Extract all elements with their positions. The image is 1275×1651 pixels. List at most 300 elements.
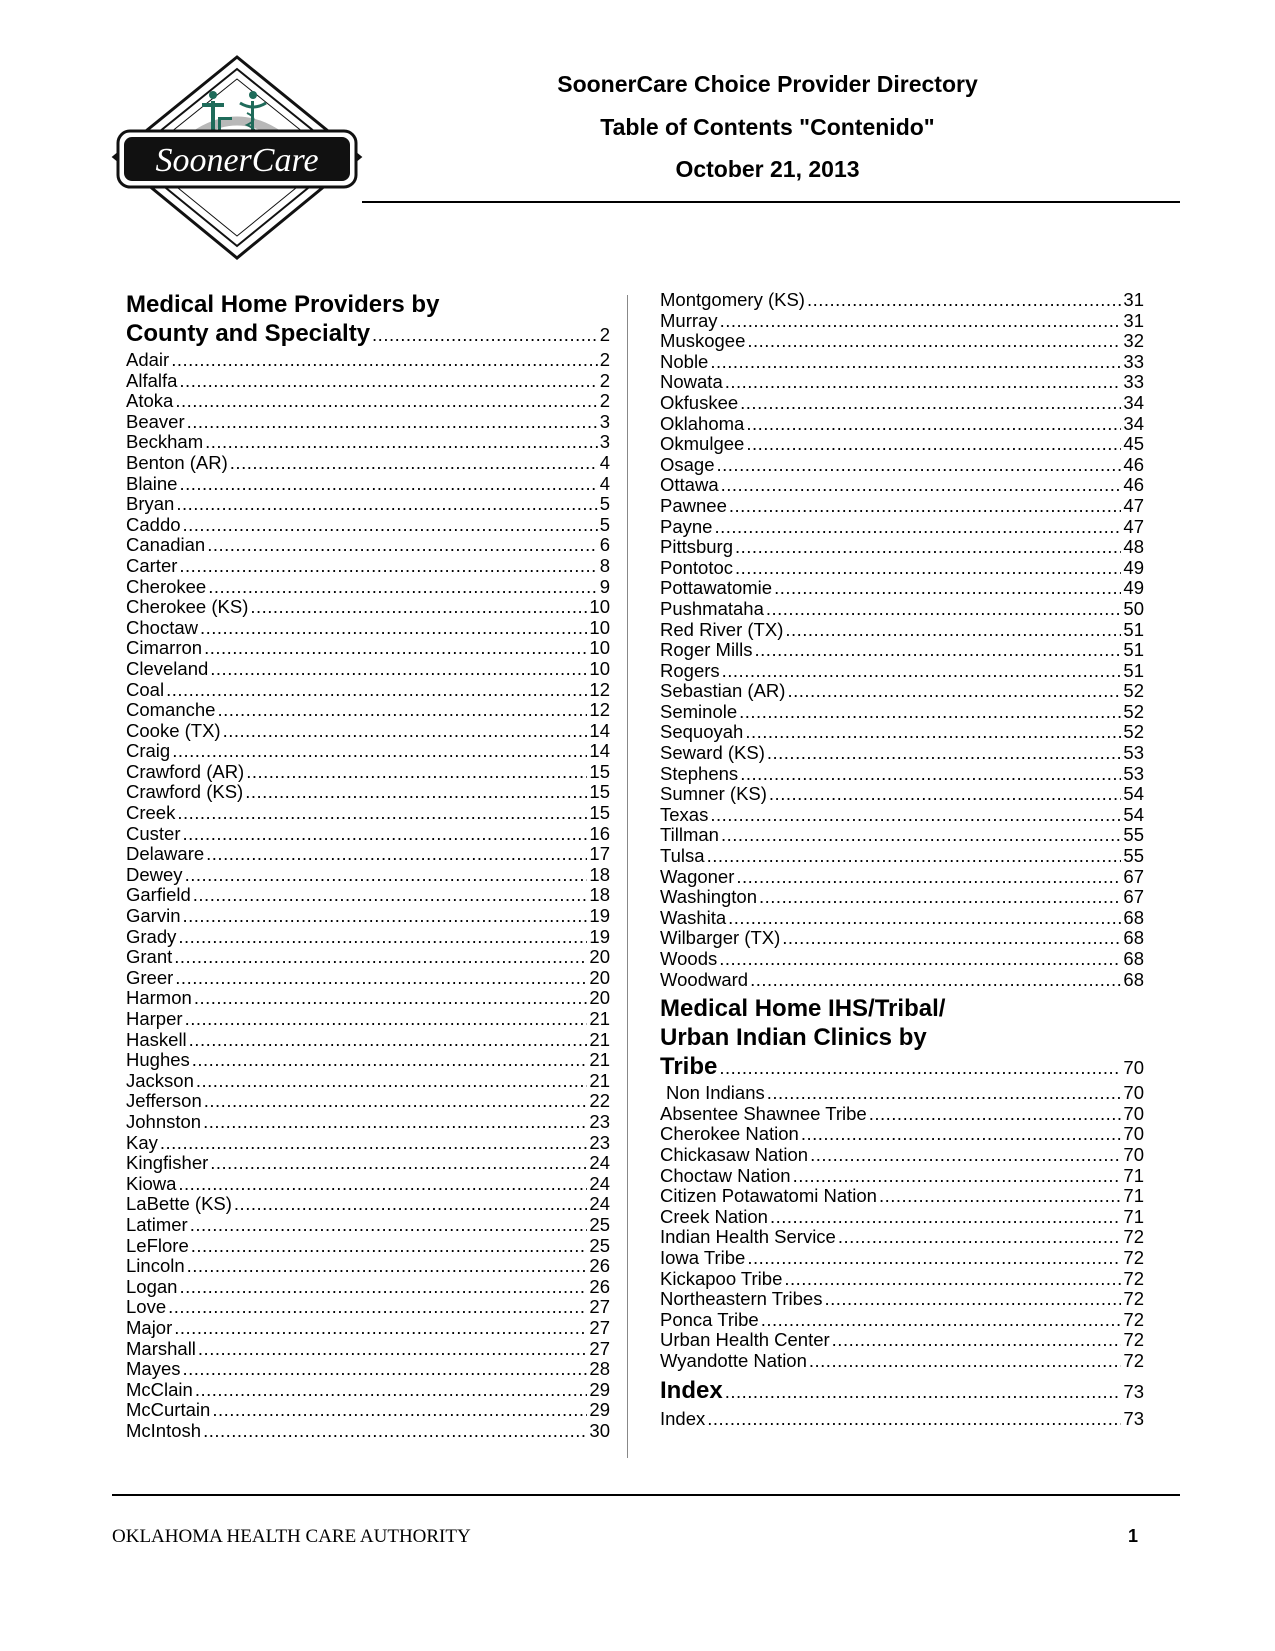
toc-entry[interactable]	[126, 988, 610, 1009]
toc-entry-page: 25	[589, 1234, 610, 1256]
toc-entry[interactable]	[660, 393, 1144, 414]
toc-entry[interactable]	[660, 722, 1144, 743]
toc-entry[interactable]	[126, 1194, 610, 1215]
dot-leader	[217, 700, 587, 721]
dot-leader	[766, 599, 1122, 620]
dot-leader	[210, 1153, 587, 1174]
toc-entry-name: Pottawatomie	[660, 577, 773, 599]
toc-entry-name: Rogers	[660, 659, 720, 681]
toc-entry[interactable]	[660, 517, 1144, 538]
toc-entry[interactable]	[660, 1269, 1144, 1290]
toc-entry-name: Choctaw	[126, 616, 198, 638]
toc-entry-name: Harmon	[126, 987, 192, 1009]
toc-entry-page: 52	[1123, 680, 1144, 702]
dot-leader	[767, 1083, 1122, 1104]
dot-leader	[223, 721, 588, 742]
toc-entry[interactable]	[660, 414, 1144, 435]
toc-entry-name: Payne	[660, 515, 713, 537]
dot-leader	[372, 320, 598, 349]
dot-leader	[735, 558, 1121, 579]
toc-entry[interactable]	[660, 846, 1144, 867]
toc-entry-name: Kiowa	[126, 1172, 177, 1194]
toc-entry[interactable]	[660, 434, 1144, 455]
toc-entry[interactable]	[126, 1277, 610, 1298]
dot-leader	[879, 1186, 1121, 1207]
toc-entry[interactable]	[660, 1104, 1144, 1125]
toc-entry[interactable]	[126, 968, 610, 989]
toc-entry[interactable]	[126, 391, 610, 412]
toc-entry[interactable]	[126, 638, 610, 659]
toc-entry-name: Indian Health Service	[660, 1226, 836, 1248]
dot-leader	[719, 1053, 1121, 1082]
toc-entry[interactable]	[126, 1236, 610, 1257]
toc-entry-name: Northeastern Tribes	[660, 1288, 823, 1310]
dot-leader	[769, 784, 1122, 805]
toc-entry[interactable]	[660, 537, 1144, 558]
toc-entry[interactable]	[126, 474, 610, 495]
toc-entry-page: 4	[599, 451, 610, 473]
toc-entry[interactable]	[660, 372, 1144, 393]
toc-entry-page: 4	[599, 472, 610, 494]
toc-entry[interactable]	[126, 824, 610, 845]
dot-leader	[178, 1174, 587, 1195]
dot-leader	[230, 453, 598, 474]
toc-entry-name: Garfield	[126, 884, 191, 906]
section-title: Index	[660, 1376, 723, 1404]
toc-entry-page: 20	[589, 987, 610, 1009]
toc-entry-name: Mayes	[126, 1358, 181, 1380]
toc-entry-name: Benton (AR)	[126, 451, 228, 473]
toc-entry-name: Grant	[126, 946, 173, 968]
toc-entry[interactable]	[660, 558, 1144, 579]
toc-entry-name: Index	[660, 1407, 706, 1429]
toc-entry-page: 6	[599, 534, 610, 556]
dot-leader	[774, 578, 1121, 599]
toc-entry[interactable]	[660, 640, 1144, 661]
dot-leader	[187, 412, 598, 433]
toc-entry[interactable]	[660, 1124, 1144, 1145]
toc-entry-name: Major	[126, 1316, 173, 1338]
toc-entry[interactable]	[660, 743, 1144, 764]
toc-entry-name: Nowata	[660, 371, 723, 393]
dot-leader	[714, 517, 1121, 538]
toc-entry[interactable]	[660, 702, 1144, 723]
dot-leader	[722, 661, 1122, 682]
toc-entry[interactable]	[660, 1289, 1144, 1310]
dot-leader	[183, 515, 598, 536]
toc-entry-name: Pontotoc	[660, 556, 734, 578]
toc-entry-page: 72	[1123, 1349, 1144, 1371]
toc-entry-page: 55	[1123, 845, 1144, 867]
toc-entry[interactable]	[660, 475, 1144, 496]
dot-leader	[174, 947, 587, 968]
dot-leader	[809, 1351, 1122, 1372]
toc-entry[interactable]	[660, 908, 1144, 929]
toc-entry-page: 26	[589, 1255, 610, 1277]
dot-leader	[179, 556, 597, 577]
toc-entry-page: 12	[589, 678, 610, 700]
dot-leader	[750, 970, 1121, 991]
dot-leader	[250, 597, 587, 618]
toc-entry-page: 5	[599, 513, 610, 535]
toc-entry-name: Washita	[660, 906, 727, 928]
toc-entry[interactable]	[126, 535, 610, 556]
toc-entry[interactable]	[660, 928, 1144, 949]
dot-leader	[206, 844, 587, 865]
toc-entry[interactable]	[660, 1330, 1144, 1351]
section-title-line3: Tribe	[660, 1053, 718, 1081]
toc-entry[interactable]	[660, 1145, 1144, 1166]
dot-leader	[203, 1112, 587, 1133]
dot-leader	[793, 1166, 1122, 1187]
toc-entry[interactable]	[126, 1174, 610, 1195]
dot-leader	[176, 494, 597, 515]
toc-entry-name: Love	[126, 1296, 167, 1318]
toc-entry[interactable]	[126, 1256, 610, 1277]
dot-leader	[172, 741, 587, 762]
toc-entry-page: 72	[1123, 1308, 1144, 1330]
toc-entry[interactable]	[126, 1400, 610, 1421]
document-title: SoonerCare Choice Provider Directory	[557, 71, 978, 97]
toc-entry-name: Seminole	[660, 700, 738, 722]
dot-leader	[767, 743, 1122, 764]
dot-leader	[739, 702, 1121, 723]
toc-entry-page: 50	[1123, 597, 1144, 619]
toc-entry[interactable]	[126, 885, 610, 906]
toc-entry[interactable]	[660, 290, 1144, 311]
dot-leader	[207, 535, 598, 556]
toc-entry-name: Sequoyah	[660, 721, 744, 743]
tribe-entry-list	[660, 1083, 1144, 1371]
toc-entry-name: Custer	[126, 822, 181, 844]
toc-entry[interactable]	[126, 556, 610, 577]
toc-entry-name: McClain	[126, 1378, 193, 1400]
toc-entry-page: 14	[589, 740, 610, 762]
dot-leader	[736, 867, 1121, 888]
toc-entry-name: Dewey	[126, 863, 183, 885]
toc-entry-page: 27	[589, 1296, 610, 1318]
toc-entry-name: Chickasaw Nation	[660, 1143, 809, 1165]
toc-entry[interactable]	[660, 1310, 1144, 1331]
toc-entry-name: Crawford (KS)	[126, 781, 244, 803]
toc-entry-page: 34	[1123, 391, 1144, 413]
toc-entry-name: Cherokee	[126, 575, 207, 597]
county-entry-list-continued	[660, 290, 1144, 990]
toc-entry-name: Harper	[126, 1008, 183, 1029]
toc-entry[interactable]	[660, 1083, 1144, 1104]
toc-entry[interactable]	[126, 803, 610, 824]
toc-entry[interactable]	[660, 311, 1144, 332]
toc-entry[interactable]	[660, 578, 1144, 599]
toc-entry-name: Atoka	[126, 390, 174, 412]
dot-leader	[746, 434, 1121, 455]
section-page: 73	[1123, 1380, 1144, 1402]
toc-entry[interactable]	[660, 867, 1144, 888]
toc-entry[interactable]	[126, 865, 610, 886]
toc-entry-page: 52	[1123, 721, 1144, 743]
toc-entry[interactable]	[660, 805, 1144, 826]
dot-leader	[196, 1071, 588, 1092]
toc-entry-page: 30	[589, 1419, 610, 1441]
dot-leader	[710, 352, 1121, 373]
toc-entry[interactable]	[126, 1050, 610, 1071]
toc-entry-name: Citizen Potawatomi Nation	[660, 1185, 877, 1207]
toc-entry-page: 24	[589, 1172, 610, 1194]
toc-entry[interactable]	[126, 1112, 610, 1133]
section-title-line2: County and Specialty	[126, 320, 371, 347]
toc-entry[interactable]	[660, 599, 1144, 620]
toc-entry-name: Woodward	[660, 968, 749, 990]
toc-entry-page: 19	[589, 905, 610, 927]
dot-leader	[205, 432, 598, 453]
toc-entry[interactable]	[126, 680, 610, 701]
toc-entry-page: 33	[1123, 350, 1144, 372]
dot-leader	[782, 928, 1121, 949]
toc-entry[interactable]	[660, 331, 1144, 352]
toc-entry-name: Hughes	[126, 1049, 190, 1071]
toc-entry[interactable]	[660, 1351, 1144, 1372]
dot-leader	[725, 372, 1122, 393]
footer-page-number: 1	[1128, 1526, 1139, 1546]
section-title-line1: Medical Home IHS/Tribal/	[660, 995, 946, 1023]
toc-entry[interactable]	[126, 1153, 610, 1174]
dot-leader	[198, 1339, 588, 1360]
dot-leader	[747, 331, 1121, 352]
toc-entry-name: Carter	[126, 554, 178, 576]
toc-entry[interactable]	[660, 1248, 1144, 1269]
toc-entry-page: 22	[589, 1090, 610, 1112]
dot-leader	[707, 1409, 1121, 1430]
toc-entry[interactable]	[126, 515, 610, 536]
toc-entry[interactable]	[126, 1009, 610, 1030]
toc-entry-name: Murray	[660, 309, 718, 331]
dot-leader	[179, 1277, 587, 1298]
toc-entry-page: 3	[599, 431, 610, 453]
toc-entry-name: Wilbarger (TX)	[660, 927, 781, 949]
toc-entry[interactable]	[126, 700, 610, 721]
toc-entry[interactable]	[126, 618, 610, 639]
toc-entry[interactable]	[126, 1380, 610, 1401]
toc-entry-page: 10	[589, 637, 610, 659]
toc-entry-name: Greer	[126, 966, 174, 988]
toc-entry-page: 19	[589, 925, 610, 947]
toc-entry[interactable]	[660, 970, 1144, 991]
dot-leader	[177, 803, 587, 824]
toc-entry[interactable]	[126, 659, 610, 680]
toc-entry[interactable]	[126, 927, 610, 948]
toc-entry-name: Oklahoma	[660, 412, 745, 434]
toc-entry-page: 54	[1123, 803, 1144, 825]
toc-entry-page: 34	[1123, 412, 1144, 434]
toc-entry-name: Montgomery (KS)	[660, 289, 805, 310]
dot-leader	[185, 865, 588, 886]
toc-entry-page: 71	[1123, 1164, 1144, 1186]
toc-entry-name: Urban Health Center	[660, 1329, 830, 1351]
toc-entry[interactable]	[660, 1227, 1144, 1248]
toc-entry[interactable]	[126, 1339, 610, 1360]
toc-entry-name: Seward (KS)	[660, 742, 765, 764]
toc-entry[interactable]	[660, 1186, 1144, 1207]
toc-entry[interactable]	[126, 597, 610, 618]
dot-leader	[832, 1330, 1122, 1351]
toc-entry-page: 55	[1123, 824, 1144, 846]
toc-entry[interactable]	[126, 432, 610, 453]
toc-entry[interactable]	[126, 741, 610, 762]
toc-entry[interactable]	[660, 784, 1144, 805]
toc-entry[interactable]	[660, 661, 1144, 682]
toc-entry[interactable]	[660, 1207, 1144, 1228]
dot-leader	[174, 1318, 587, 1339]
toc-entry-page: 70	[1123, 1102, 1144, 1124]
toc-entry-page: 3	[599, 410, 610, 432]
toc-entry[interactable]	[126, 350, 610, 371]
dot-leader	[192, 1050, 588, 1071]
index-entry-list	[660, 1409, 1144, 1430]
toc-section-county-specialty[interactable]	[126, 290, 610, 348]
toc-entry[interactable]	[126, 453, 610, 474]
toc-entry-name: Kickapoo Tribe	[660, 1267, 783, 1289]
toc-entry-name: Sumner (KS)	[660, 783, 767, 805]
dot-leader	[179, 474, 597, 495]
toc-entry-page: 32	[1123, 330, 1144, 352]
toc-entry[interactable]	[660, 949, 1144, 970]
toc-entry-name: Cherokee Nation	[660, 1123, 799, 1145]
toc-entry-page: 70	[1123, 1143, 1144, 1165]
toc-entry-name: Bryan	[126, 493, 175, 515]
toc-entry-page: 10	[589, 616, 610, 638]
toc-entry-page: 72	[1123, 1246, 1144, 1268]
toc-entry-page: 23	[589, 1110, 610, 1132]
toc-entry-name: Crawford (AR)	[126, 760, 245, 782]
toc-entry[interactable]	[660, 1166, 1144, 1187]
toc-entry[interactable]	[660, 825, 1144, 846]
toc-entry[interactable]	[126, 782, 610, 803]
toc-entry-page: 24	[589, 1152, 610, 1174]
dot-leader	[179, 371, 597, 392]
toc-entry-page: 10	[589, 657, 610, 679]
toc-entry-name: Johnston	[126, 1110, 202, 1132]
toc-entry[interactable]	[126, 1318, 610, 1339]
toc-entry-page: 14	[589, 719, 610, 741]
toc-section-tribal-clinics[interactable]	[660, 994, 1144, 1081]
toc-entry-name: Blaine	[126, 472, 178, 494]
toc-entry-name: Pawnee	[660, 494, 727, 516]
toc-entry-page: 51	[1123, 618, 1144, 640]
dot-leader	[710, 805, 1121, 826]
toc-entry[interactable]	[660, 620, 1144, 641]
toc-entry-name: Osage	[660, 453, 715, 475]
dot-leader	[185, 1009, 588, 1030]
toc-entry-name: Tulsa	[660, 845, 705, 867]
toc-entry[interactable]	[126, 1133, 610, 1154]
toc-entry-page: 45	[1123, 433, 1144, 455]
toc-section-index[interactable]	[660, 1376, 1144, 1405]
toc-entry-page: 23	[589, 1131, 610, 1153]
toc-entry-page: 72	[1123, 1288, 1144, 1310]
toc-entry-name: Coal	[126, 678, 165, 700]
dot-leader	[175, 968, 587, 989]
header-divider	[362, 201, 1180, 203]
dot-leader	[200, 618, 587, 639]
footer-divider	[112, 1494, 1180, 1496]
toc-entry-name: McCurtain	[126, 1399, 211, 1421]
toc-entry-page: 5	[599, 493, 610, 515]
toc-entry-name: Cooke (TX)	[126, 719, 221, 741]
toc-entry-page: 72	[1123, 1329, 1144, 1351]
toc-entry[interactable]	[660, 681, 1144, 702]
toc-entry-page: 51	[1123, 639, 1144, 661]
toc-entry-name: Kay	[126, 1131, 158, 1153]
toc-entry-name: Alfalfa	[126, 369, 178, 391]
toc-entry[interactable]	[660, 496, 1144, 517]
toc-entry[interactable]	[126, 494, 610, 515]
toc-entry[interactable]	[660, 455, 1144, 476]
toc-entry-name: Kingfisher	[126, 1152, 209, 1174]
toc-entry-page: 10	[589, 596, 610, 618]
toc-entry-page: 68	[1123, 906, 1144, 928]
toc-entry-page: 15	[589, 802, 610, 824]
dot-leader	[745, 722, 1121, 743]
toc-entry-page: 48	[1123, 536, 1144, 558]
dot-leader	[770, 1207, 1121, 1228]
toc-left-column	[126, 290, 610, 1441]
toc-entry-page: 27	[589, 1337, 610, 1359]
toc-entry[interactable]	[660, 887, 1144, 908]
toc-entry-name: Logan	[126, 1275, 178, 1297]
toc-entry-name: Delaware	[126, 843, 205, 865]
section-page: 2	[599, 324, 610, 345]
toc-entry-page: 15	[589, 781, 610, 803]
toc-entry[interactable]	[126, 721, 610, 742]
toc-entry-page: 26	[589, 1275, 610, 1297]
document-date: October 21, 2013	[675, 156, 860, 182]
toc-entry-name: Haskell	[126, 1028, 187, 1050]
toc-entry[interactable]	[660, 1409, 1144, 1430]
toc-entry-page: 16	[589, 822, 610, 844]
toc-entry[interactable]	[126, 1421, 610, 1442]
dot-leader	[245, 782, 587, 803]
toc-entry-page: 2	[599, 390, 610, 412]
toc-entry-name: Ponca Tribe	[660, 1308, 759, 1330]
toc-entry[interactable]	[126, 947, 610, 968]
toc-entry[interactable]	[126, 906, 610, 927]
dot-leader	[204, 1091, 588, 1112]
toc-entry[interactable]	[126, 412, 610, 433]
toc-entry[interactable]	[126, 1091, 610, 1112]
dot-leader	[193, 885, 588, 906]
dot-leader	[721, 475, 1122, 496]
toc-entry-name: LeFlore	[126, 1234, 189, 1256]
toc-entry[interactable]	[126, 577, 610, 598]
toc-entry[interactable]	[126, 1359, 610, 1380]
toc-entry[interactable]	[126, 371, 610, 392]
toc-entry[interactable]	[126, 1297, 610, 1318]
section-title-line2: Urban Indian Clinics by	[660, 1024, 927, 1052]
toc-entry-name: Washington	[660, 886, 758, 908]
toc-entry[interactable]	[126, 762, 610, 783]
toc-entry-page: 70	[1123, 1123, 1144, 1145]
toc-entry[interactable]	[126, 1030, 610, 1051]
toc-entry-name: Roger Mills	[660, 639, 753, 661]
toc-entry[interactable]	[660, 764, 1144, 785]
toc-entry[interactable]	[126, 1215, 610, 1236]
dot-leader	[178, 927, 587, 948]
toc-entry-page: 68	[1123, 968, 1144, 990]
toc-entry[interactable]	[660, 352, 1144, 373]
toc-entry[interactable]	[126, 1071, 610, 1092]
toc-entry[interactable]	[126, 844, 610, 865]
dot-leader	[801, 1124, 1122, 1145]
